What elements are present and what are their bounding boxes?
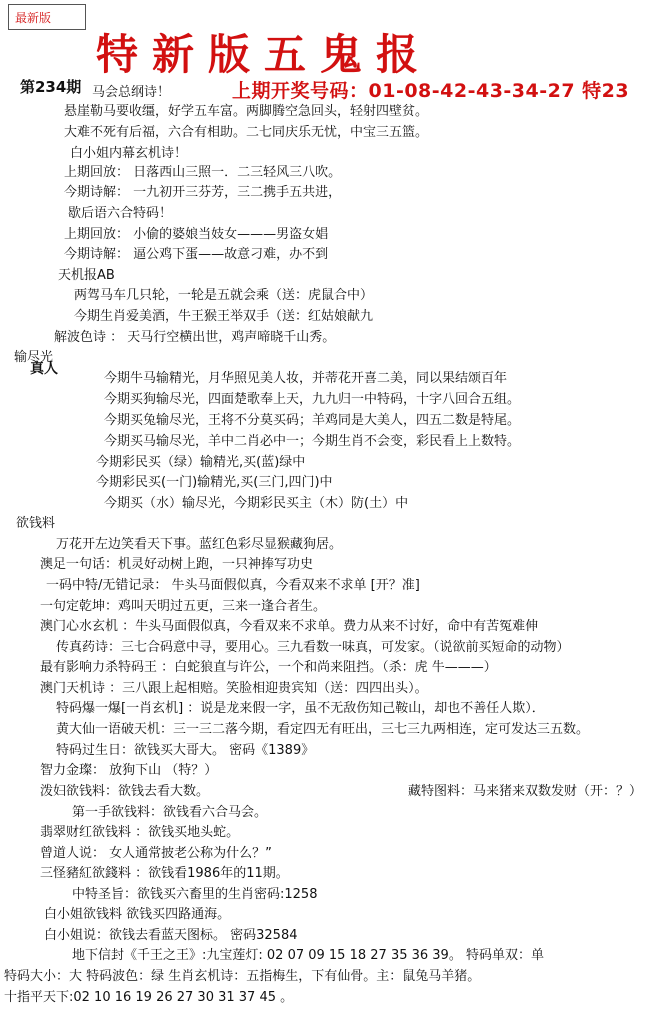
- text-line: 十指平天下:02 10 16 19 26 27 30 31 37 45 。: [4, 990, 294, 1005]
- text-line: 今期买狗输尽光，四面楚歌奉上天，九九归一中特码，十字八回合五组。: [104, 392, 521, 407]
- text-line: 欲钱料: [16, 516, 56, 531]
- text-line: 中特圣旨：欲钱买六畜里的生肖密码:1258: [72, 887, 318, 902]
- text-line: 解波色诗 ： 天马行空横出世，鸡声啼晓千山秀。: [54, 330, 336, 345]
- text-line: 今期买兔输尽光，王将不分莫买码；羊鸡同是大美人，四五二数是特尾。: [104, 413, 521, 428]
- text-line: 澳门心水玄机 ：牛头马面假似真，今看双来不求单。费力从来不讨好，命中有苦冤难伸: [40, 619, 539, 634]
- text-line: 今期牛马输精光，月华照见美人妆，并蒂花开喜二美，同以果结颂百年: [104, 371, 508, 386]
- text-line: 第一手欲钱料：欲钱看六合马会。: [72, 805, 268, 820]
- text-line: 两驾马车几只轮，一轮是五就会乘（送：虎鼠合中）: [74, 288, 374, 303]
- last-draw-result: 上期开奖号码：01-08-42-43-34-27 特23: [232, 80, 630, 102]
- text-line: 最有影响力杀特码王 ：白蛇狼直与许公，一个和尚来阻挡。（杀：虎 牛———）: [40, 660, 497, 675]
- text-line: 特码爆一爆[一肖玄机] ：说是龙来假一字，虽不无敌伤知己鞍山，却也不善任人欺）．: [56, 701, 545, 716]
- text-line: 三怪豬紅欲錢料 ：欲钱看1986年的11期。: [40, 866, 289, 881]
- text-line: 传真药诗：三七合码意中寻，要用心。三九看数一味真，可发家。（说欲前买短命的动物）: [56, 640, 570, 655]
- text-line: 澳足一句话：机灵好动树上跑，一只神捧写功史: [40, 557, 314, 572]
- text-line: 黄大仙一语破天机：三一三二落今期，看定四无有旺出，三七三九两相连，定可发达三五数。: [56, 722, 590, 737]
- side-label: 输尽光: [14, 350, 54, 365]
- text-line: 上期回放： 小偷的婆娘当妓女———男盗女娼: [64, 227, 329, 242]
- text-line: 天机报AB: [58, 268, 115, 283]
- text-line: 今期彩民买(一门)输精光,买(三门,四门)中: [96, 475, 333, 490]
- text-line: 悬崖勒马要收缰，好学五车富。两脚腾空急回头，轻射四壁贫。: [64, 104, 429, 119]
- text-line: 特码过生日：欲钱买大哥大。 密码《1389》: [56, 743, 315, 758]
- text-line: 白小姐欲钱料 欲钱买四路通海。: [44, 907, 231, 922]
- text-line: 今期诗解： 一九初开三芬芳，三二携手五共进，: [64, 185, 342, 200]
- text-line: 地下信封《千王之王》:九宝莲灯: 02 07 09 15 18 27 35 36 39。 特码单双：单: [72, 948, 544, 963]
- text-line: 白小姐内幕玄机诗！: [70, 146, 188, 161]
- text-line: 白小姐说：欲钱去看蓝天图标。 密码32584: [44, 928, 298, 943]
- edition-badge: 最新版: [8, 4, 86, 30]
- issue-number: 第234期: [20, 78, 82, 96]
- text-line: 翡翠财红欲钱料 ：欲钱买地头蛇。: [40, 825, 240, 840]
- text-line: 特码大小：大 特码波色：绿 生肖玄机诗：五指梅生，下有仙骨。主：鼠兔马羊猪。: [4, 969, 481, 984]
- side-label: 真人: [30, 361, 58, 377]
- text-line: 曾道人说： 女人通常披老公称为什么？”: [40, 846, 272, 861]
- text-line: 泼妇欲钱料：欲钱去看大数。: [40, 784, 210, 799]
- page-title: 特新版五鬼报: [96, 30, 433, 79]
- text-line: 今期生肖爱美酒，牛王猴王举双手（送：红姑娘献九: [74, 309, 374, 324]
- text-line: 今期诗解： 逼公鸡下蛋——故意刁难，办不到: [64, 247, 329, 262]
- text-line: 一码中特/无错记录： 牛头马面假似真，今看双来不求单 [开？准]: [46, 578, 420, 593]
- text-line: 智力金璨： 放狗下山 （特？）: [40, 763, 218, 778]
- text-line: 藏特图料：马来猪来双数发财（开：？）: [408, 784, 643, 799]
- poem-title: 马会总纲诗！: [92, 85, 171, 100]
- text-line: 今期买马输尽光，羊中二肖必中一；今期生肖不会变，彩民看上上数特。: [104, 434, 521, 449]
- text-line: 大难不死有后福，六合有相助。二七同庆乐无忧，中宝三五篮。: [64, 125, 429, 140]
- text-line: 澳门天机诗 ：三八跟上起相赔。笑脸相迎贵宾知（送：四四出头）。: [40, 681, 428, 696]
- text-line: 上期回放： 日落西山三照一．二三轻风三八吹。: [64, 165, 342, 180]
- text-line: 歇后语六合特码！: [68, 206, 173, 221]
- text-line: 今期买（水）输尽光，今期彩民买主（木）防(土）中: [104, 496, 409, 511]
- text-line: 今期彩民买（绿）输精光,买(蓝)绿中: [96, 455, 306, 470]
- text-line: 万花开左边笑看天下事。蓝红色彩尽显猴藏狗居。: [56, 537, 343, 552]
- text-line: 一句定乾坤：鸡叫天明过五更，三来一逢合者生。: [40, 599, 327, 614]
